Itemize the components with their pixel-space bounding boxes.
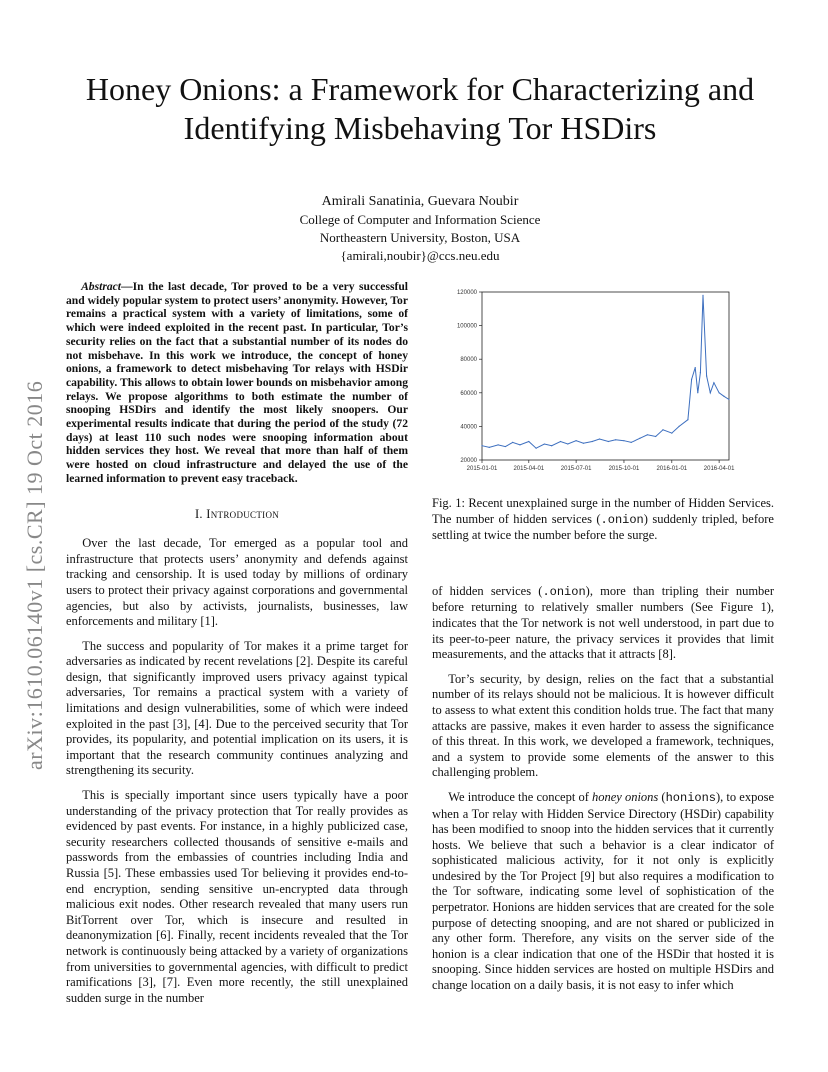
hidden-services-chart xyxy=(436,282,746,477)
data-point xyxy=(639,438,640,439)
right-paragraph-2: Tor’s security, by design, relies on the fact that a substantial number of its relays should not be malicious. It is however difficult to assess to what extent this condition holds true. The fact that many attacks are passive, makes it even harder to assess the significance of this threat. In this work, we developed a framework, techniques, and a system to provide some elements of the answer to this challenging problem. xyxy=(432,671,774,780)
intro-paragraph-2: The success and popularity of Tor makes it a prime target for adversaries as indicated by recent revelations [2]. Despite its careful design, that significantly improved users privacy against typical adversaries, Tor remains a practical system with a variety of limitations and design vulnerabilities, some of which were indeed exploited in the past [3], [4]. Due to the perceived security that Tor provides, its popularity, and potential implication on its users, it is important that the research community continues analyzing and strengthening its security. xyxy=(66,638,408,778)
data-point xyxy=(678,426,679,427)
p1-prefix: of hidden services ( xyxy=(432,583,543,598)
author-block xyxy=(190,193,650,265)
p3-code: honions xyxy=(665,790,717,805)
section-heading xyxy=(66,507,408,523)
data-point xyxy=(671,433,672,434)
x-tick-label: 2016-01-01 xyxy=(656,466,688,472)
data-point xyxy=(691,379,692,380)
data-point xyxy=(599,438,600,439)
y-tick-label: 80000 xyxy=(460,357,477,364)
data-point xyxy=(719,392,720,393)
affiliation-line-1: College of Computer and Information Science xyxy=(299,212,541,227)
data-point xyxy=(583,443,584,444)
data-point xyxy=(702,295,703,296)
p3-suffix: ), to expose when a Tor relay with Hidden Service Directory (HSDir) capability has been modified to snoop into the hidden services that it currently hosts. We believe that such a behavior is a clear indicator of sophisticated malicious activity, for it not only is explicitly undesired by the Tor Project [9] but also requires a modification to the Tor software, indicating some level of sophistication of the perpetrator. Honions are hidden services that are created for the sole purpose of detecting snooping, and are not shared or publicized in any other form. Therefore, any visits on the server side of the honion is a clear indication that one of the HSDir that hosted it is snooping. Since hidden services are hosted on multiple HSDirs and change location on a daily basis, it is not easy to infer which xyxy=(432,789,774,993)
data-point xyxy=(576,440,577,441)
y-tick-label: 40000 xyxy=(460,424,477,431)
figure-1 xyxy=(436,282,746,477)
data-point xyxy=(498,444,499,445)
data-point xyxy=(687,419,688,420)
data-point xyxy=(512,442,513,443)
data-point xyxy=(695,367,696,368)
x-tick-label: 2015-10-01 xyxy=(608,466,640,472)
data-point xyxy=(528,441,529,442)
p1-suffix: ), more than tripling their number before returning to relatively smaller numbers (See Figure 1), indicates that the Tor network is not well understood, in part due to its peer-to-peer nature, the privacy services it provides that limit measurements, and the attacks that it attracts [8]. xyxy=(432,583,774,662)
intro-paragraph-1: Over the last decade, Tor emerged as a popular tool and infrastructure that protects users’ anonymity and defends against tracking and censorship. It is used today by millions of ordinary users to protect their privacy against corporations and governmental agencies, but also by activists, journalists, businesses, law enforcements and military [1]. xyxy=(66,536,408,629)
abstract xyxy=(66,280,408,486)
abstract-text: —In the last decade, Tor proved to be a very successful and widely popular system to protect users’ anonymity. However, Tor remains a practical system with a variety of limitations, some of which were indeed exploited in the recent past. In particular, Tor’s security relies on the fact that a substantial number of its nodes do not misbehave. In this work we introduce, the concept of honey onions, a framework to detect misbehaving Tor relays with HSDir capability. This allows to obtain lower bounds on misbehavior among relays. We propose algorithms to both estimate the number of snooping HSDirs and identify the most likely snoopers. Our experimental results indicate that during the period of the study (72 days) at least 110 such nodes were snooping information about hidden services they host. We reveal that more than half of them were hosted on cloud infrastructure and delayed the use of the learned information to prevent easy traceback. xyxy=(66,280,408,485)
data-point xyxy=(647,434,648,435)
data-point xyxy=(662,429,663,430)
y-tick-label: 100000 xyxy=(456,323,477,330)
affiliation-line-2: Northeastern University, Boston, USA xyxy=(319,230,521,245)
section-number: I. xyxy=(194,506,203,521)
data-point xyxy=(655,436,656,437)
data-point xyxy=(551,445,552,446)
left-column xyxy=(66,280,408,1015)
p1-code: .onion xyxy=(542,584,586,599)
intro-paragraph-3: This is specially important since users typically have a poor understanding of the privacy protection that Tor really provides as evidenced by past events. For instance, in a highly publicized case, security researchers collected thousands of sensitive e-mails and passwords from the embassies of countries including India and Russia [5]. These embassies used Tor believing it provides end-to-end encryption, sending sensitive un-encrypted data through malicious exit nodes. Other research revealed that many users run BitTorrent over Tor, which is insecure and resulted in deanonymization [6]. Finally, recent incidents revealed that the Tor network is continuously being attacked by a variety of organizations from universities to governmental agencies, with difficult to predict ramifications [3], [7]. Even more recently, the still unexplained sudden surge in the number xyxy=(66,788,408,1005)
abstract-lead: Abstract xyxy=(81,280,122,293)
data-point xyxy=(615,439,616,440)
data-point xyxy=(697,392,698,393)
author-names: Amirali Sanatinia, Guevara Noubir xyxy=(321,194,519,209)
data-point xyxy=(489,447,490,448)
series-line xyxy=(482,295,729,448)
data-point xyxy=(700,372,701,373)
caption-code: .onion xyxy=(600,512,644,527)
page-title: Honey Onions: a Framework for Characterizing and Identifying Misbehaving Tor HSDirs xyxy=(85,71,755,146)
data-point xyxy=(567,443,568,444)
right-paragraph-1 xyxy=(432,584,774,663)
data-point xyxy=(723,396,724,397)
data-point xyxy=(710,392,711,393)
data-point xyxy=(481,445,482,446)
p3-mid: ( xyxy=(658,789,666,804)
y-tick-label: 60000 xyxy=(460,390,477,397)
data-point xyxy=(560,441,561,442)
x-tick-label: 2015-01-01 xyxy=(466,466,498,472)
x-tick-label: 2016-04-01 xyxy=(703,466,735,472)
caption-suffix: ) suddenly tripled, before settling at twice the number before the surge. xyxy=(432,511,774,543)
data-point xyxy=(608,441,609,442)
data-point xyxy=(592,441,593,442)
data-point xyxy=(505,446,506,447)
caption-prefix: Fig. 1: Recent unexplained surge in the number of Hidden Services. The number of hidden services ( xyxy=(432,496,774,526)
p3-emphasis: honey onions xyxy=(591,789,659,804)
data-point xyxy=(706,375,707,376)
y-tick-label: 120000 xyxy=(456,290,477,296)
data-point xyxy=(535,448,536,449)
data-point xyxy=(519,444,520,445)
section-title: Introduction xyxy=(206,506,280,521)
data-point xyxy=(728,399,729,400)
x-tick-label: 2015-04-01 xyxy=(513,466,545,472)
data-point xyxy=(623,440,624,441)
figure-caption xyxy=(432,496,774,544)
data-point xyxy=(631,442,632,443)
p3-prefix: We introduce the concept of xyxy=(448,789,592,804)
data-point xyxy=(713,382,714,383)
arxiv-id: arXiv:1610.06140v1 [cs.CR] 19 Oct 2016 xyxy=(22,380,47,770)
plot-frame xyxy=(482,292,729,460)
right-paragraph-3 xyxy=(432,790,774,994)
right-column xyxy=(432,496,774,1003)
data-point xyxy=(544,443,545,444)
y-tick-label: 20000 xyxy=(460,458,477,464)
author-email: {amirali,noubir}@ccs.neu.edu xyxy=(340,248,500,263)
x-tick-label: 2015-07-01 xyxy=(560,466,592,472)
